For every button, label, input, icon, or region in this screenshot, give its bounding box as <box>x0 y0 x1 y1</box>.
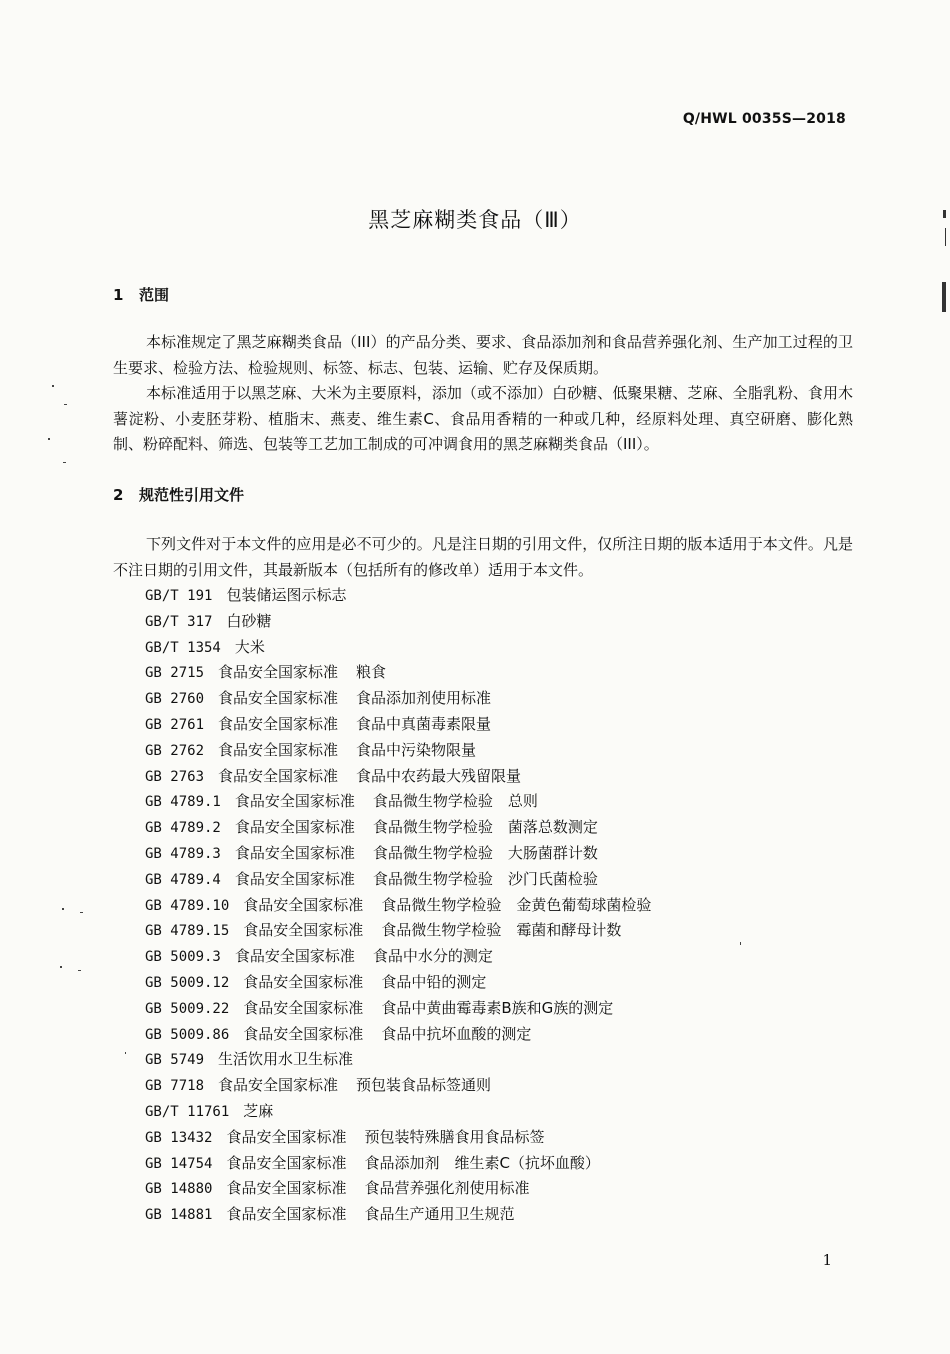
reference-code: GB/T 191 <box>145 588 213 604</box>
reference-item <box>145 1125 651 1151</box>
scan-speck <box>63 462 66 463</box>
reference-title: 食品安全国家标准 <box>218 1076 339 1095</box>
section-number: 1 <box>113 286 124 304</box>
reference-title: 大米 <box>234 637 265 656</box>
reference-title: 食品安全国家标准 <box>226 1205 347 1224</box>
reference-title: 白砂糖 <box>226 611 272 630</box>
reference-code: GB 4789.4 <box>145 871 221 888</box>
reference-code: GB 2763 <box>145 768 205 785</box>
reference-item <box>145 944 651 970</box>
reference-code: GB 5749 <box>145 1052 205 1069</box>
reference-item <box>145 686 651 712</box>
reference-title: 芝麻 <box>243 1101 274 1120</box>
reference-item <box>145 996 651 1022</box>
reference-item <box>145 815 651 841</box>
reference-item <box>145 918 651 944</box>
reference-title: 食品安全国家标准 <box>218 740 339 759</box>
reference-title: 食品安全国家标准 <box>243 1024 364 1043</box>
section-title: 范围 <box>139 286 170 304</box>
scan-speck <box>48 438 50 440</box>
reference-subtitle: 预包装食品标签通则 <box>356 1076 492 1095</box>
scan-speck <box>60 966 62 968</box>
reference-code: GB 2761 <box>145 716 205 733</box>
reference-item <box>145 635 651 661</box>
scan-speck <box>740 942 741 945</box>
reference-code: GB 5009.3 <box>145 949 221 966</box>
scan-speck <box>52 385 54 387</box>
reference-title: 食品安全国家标准 <box>218 689 339 708</box>
reference-title: 食品安全国家标准 <box>234 869 355 888</box>
reference-item <box>145 841 651 867</box>
reference-code: GB/T 11761 <box>145 1103 230 1120</box>
reference-title: 生活饮用水卫生标准 <box>218 1050 354 1069</box>
reference-code: GB 5009.12 <box>145 974 230 991</box>
section-heading-normative-references <box>113 484 244 505</box>
reference-subtitle: 食品中水分的测定 <box>372 947 493 966</box>
scan-speck <box>125 1052 126 1054</box>
reference-title: 食品安全国家标准 <box>218 766 339 785</box>
reference-subtitle: 食品微生物学检验 菌落总数测定 <box>372 818 598 837</box>
reference-item <box>145 1202 651 1228</box>
reference-code: GB 7718 <box>145 1078 205 1095</box>
reference-subtitle: 食品营养强化剂使用标准 <box>364 1179 530 1198</box>
reference-code: GB 2715 <box>145 665 205 682</box>
reference-subtitle: 食品微生物学检验 总则 <box>372 792 538 811</box>
reference-subtitle: 食品添加剂使用标准 <box>356 689 492 708</box>
reference-item <box>145 970 651 996</box>
reference-item <box>145 1176 651 1202</box>
reference-code: GB 2760 <box>145 691 205 708</box>
scan-speck <box>64 404 67 405</box>
reference-item <box>145 764 651 790</box>
reference-item <box>145 1047 651 1073</box>
reference-code: GB 5009.22 <box>145 1000 230 1017</box>
scope-paragraph-2: 本标准适用于以黑芝麻、大米为主要原料，添加（或不添加）白砂糖、低聚果糖、芝麻、全脂乳粉、食用木薯淀粉、小麦胚芽粉、植脂末、燕麦、维生素C、食品用香精的一种或几种，经原料处理、真空研磨、膨化熟制、粉碎配料、筛选、包装等工艺加工制成的可冲调食用的黑芝麻糊类食品（III）。 <box>113 384 853 453</box>
reference-list <box>145 583 651 1228</box>
reference-title: 食品安全国家标准 <box>218 714 339 733</box>
reference-title: 食品安全国家标准 <box>243 998 364 1017</box>
reference-code: GB 4789.10 <box>145 897 230 914</box>
reference-code: GB 4789.15 <box>145 923 230 940</box>
reference-subtitle: 食品中农药最大残留限量 <box>356 766 522 785</box>
references-intro-paragraph: 下列文件对于本文件的应用是必不可少的。凡是注日期的引用文件，仅所注日期的版本适用于本文件。凡是不注日期的引用文件，其最新版本（包括所有的修改单）适用于本文件。 <box>113 535 853 579</box>
reference-item <box>145 893 651 919</box>
section-heading-scope <box>113 284 169 305</box>
reference-title: 食品安全国家标准 <box>234 947 355 966</box>
reference-item <box>145 738 651 764</box>
scan-edge-mark <box>943 210 946 218</box>
reference-code: GB 5009.86 <box>145 1026 230 1043</box>
document-title: 黑芝麻糊类食品（Ⅲ） <box>368 208 582 232</box>
reference-title: 食品安全国家标准 <box>234 818 355 837</box>
reference-title: 包装储运图示标志 <box>226 586 347 604</box>
reference-title: 食品安全国家标准 <box>226 1179 347 1198</box>
scan-speck <box>78 970 81 971</box>
section-number: 2 <box>113 486 124 504</box>
scan-edge-mark <box>942 282 946 312</box>
reference-title: 食品安全国家标准 <box>234 843 355 862</box>
scan-speck <box>80 912 83 913</box>
reference-title: 食品安全国家标准 <box>226 1153 347 1172</box>
reference-subtitle: 粮食 <box>356 663 387 682</box>
reference-code: GB 14881 <box>145 1207 213 1224</box>
reference-title: 食品安全国家标准 <box>243 921 364 940</box>
reference-code: GB/T 1354 <box>145 639 221 656</box>
page-number: 1 <box>822 1251 832 1269</box>
reference-code: GB 13432 <box>145 1129 213 1146</box>
reference-code: GB 4789.1 <box>145 794 221 811</box>
reference-title: 食品安全国家标准 <box>243 895 364 914</box>
reference-item <box>145 1099 651 1125</box>
reference-subtitle: 食品中污染物限量 <box>356 740 477 759</box>
reference-subtitle: 食品微生物学检验 大肠菌群计数 <box>372 843 598 862</box>
reference-subtitle: 食品中黄曲霉毒素B族和G族的测定 <box>381 998 614 1017</box>
reference-subtitle: 食品中抗坏血酸的测定 <box>381 1024 532 1043</box>
reference-subtitle: 食品生产通用卫生规范 <box>364 1205 515 1224</box>
reference-item <box>145 1022 651 1048</box>
reference-subtitle: 食品微生物学检验 沙门氏菌检验 <box>372 869 598 888</box>
reference-code: GB 14880 <box>145 1181 213 1198</box>
reference-item <box>145 1151 651 1177</box>
reference-title: 食品安全国家标准 <box>234 792 355 811</box>
reference-title: 食品安全国家标准 <box>243 972 364 991</box>
reference-item <box>145 1073 651 1099</box>
reference-code: GB 4789.3 <box>145 845 221 862</box>
reference-item <box>145 867 651 893</box>
reference-item <box>145 583 651 609</box>
document-code: Q/HWL 0035S—2018 <box>682 111 846 127</box>
scope-paragraph-1: 本标准规定了黑芝麻糊类食品（III）的产品分类、要求、食品添加剂和食品营养强化剂、生产加工过程的卫生要求、检验方法、检验规则、标签、标志、包装、运输、贮存及保质期。 <box>113 333 853 377</box>
reference-code: GB 4789.2 <box>145 820 221 837</box>
reference-subtitle: 食品微生物学检验 金黄色葡萄球菌检验 <box>381 895 652 914</box>
reference-subtitle: 预包装特殊膳食用食品标签 <box>364 1127 545 1146</box>
reference-code: GB/T 317 <box>145 613 213 630</box>
reference-subtitle: 食品中真菌毒素限量 <box>356 714 492 733</box>
reference-item <box>145 609 651 635</box>
reference-item <box>145 660 651 686</box>
reference-code: GB 14754 <box>145 1155 213 1172</box>
scan-edge-mark <box>945 228 946 246</box>
reference-subtitle: 食品添加剂 维生素C（抗坏血酸） <box>364 1153 600 1172</box>
reference-subtitle: 食品微生物学检验 霉菌和酵母计数 <box>381 921 622 940</box>
reference-code: GB 2762 <box>145 742 205 759</box>
reference-item <box>145 712 651 738</box>
reference-title: 食品安全国家标准 <box>218 663 339 682</box>
scan-speck <box>62 908 64 910</box>
section-title: 规范性引用文件 <box>139 486 245 504</box>
reference-item <box>145 789 651 815</box>
reference-subtitle: 食品中铅的测定 <box>381 972 487 991</box>
reference-title: 食品安全国家标准 <box>226 1127 347 1146</box>
